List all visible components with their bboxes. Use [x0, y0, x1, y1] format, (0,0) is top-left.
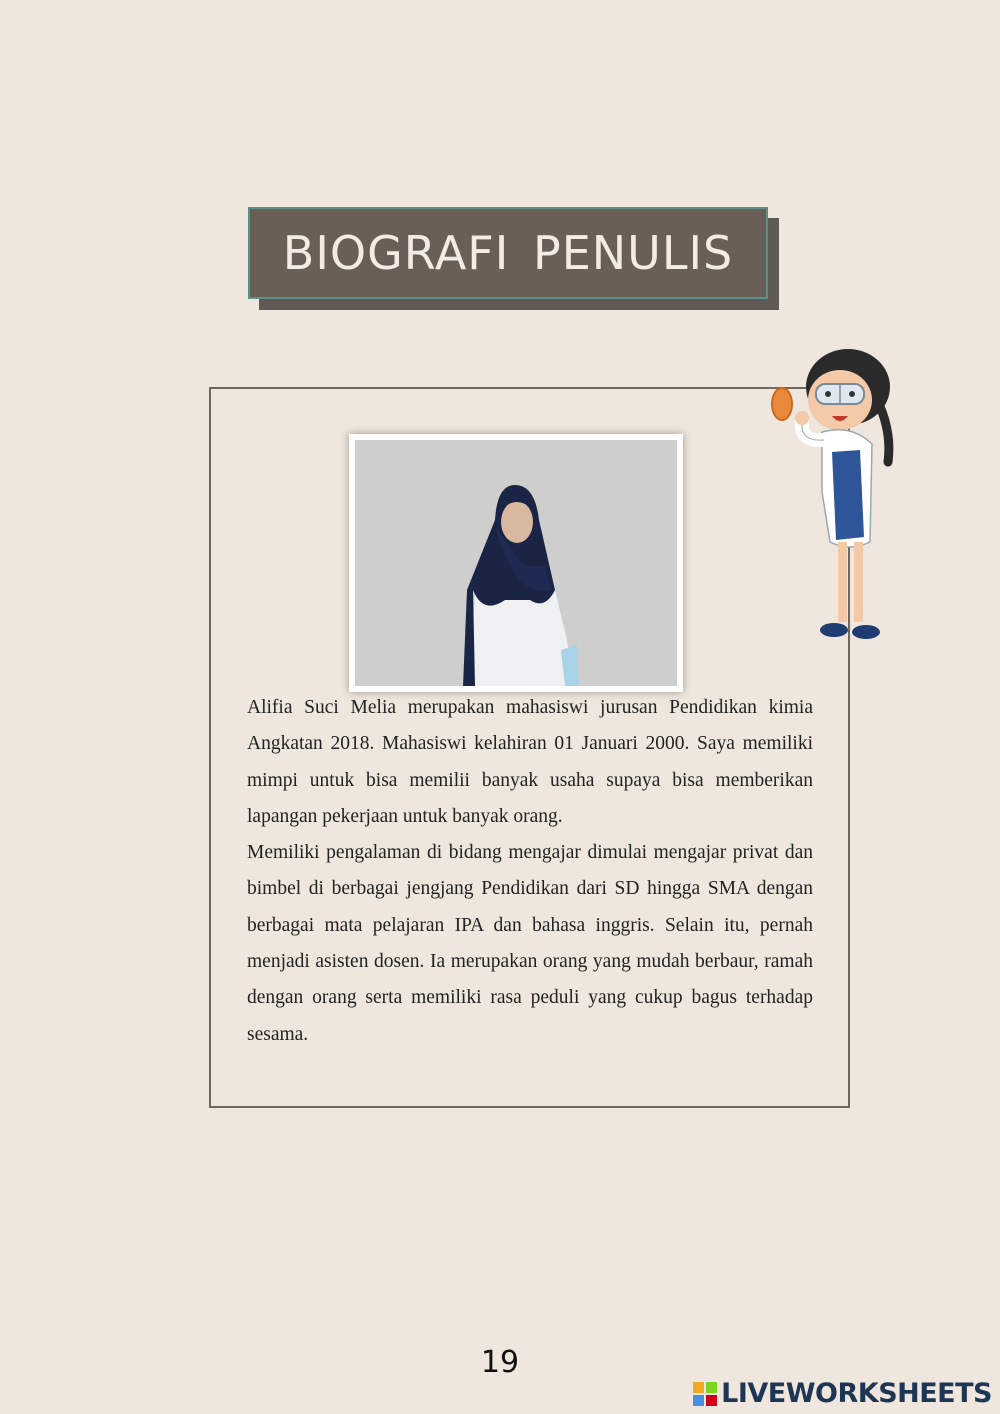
- page-number: 19: [480, 1345, 520, 1380]
- biography-text: [247, 690, 813, 1053]
- title-banner: [248, 207, 768, 299]
- liveworksheets-logo-icon: [693, 1382, 717, 1406]
- watermark: [693, 1378, 992, 1409]
- watermark-text: LIVEWORKSHEETS: [721, 1378, 992, 1409]
- scientist-girl-illustration: [760, 332, 910, 652]
- biography-paragraph-2: Memiliki pengalaman di bidang mengajar dimulai mengajar privat dan bimbel di berbagai jengjang Pendidikan dari SD hingga SMA dengan berbagai mata pelajaran IPA dan bahasa inggris. Selain itu, pernah menjadi asisten dosen. Ia merupakan orang yang mudah berbaur, ramah dengan orang serta memiliki rasa peduli yang cukup bagus terhadap sesama.: [247, 842, 813, 1045]
- page-title: BIOGRAFI PENULIS: [282, 226, 734, 280]
- biography-paragraph-1: Alifia Suci Melia merupakan mahasiswi jurusan Pendidikan kimia Angkatan 2018. Mahasiswi kelahiran 01 Januari 2000. Saya memiliki mimpi untuk bisa memilii banyak usaha supaya bisa memberikan lapangan pekerjaan untuk banyak orang.: [247, 697, 813, 827]
- author-photo: [349, 434, 683, 692]
